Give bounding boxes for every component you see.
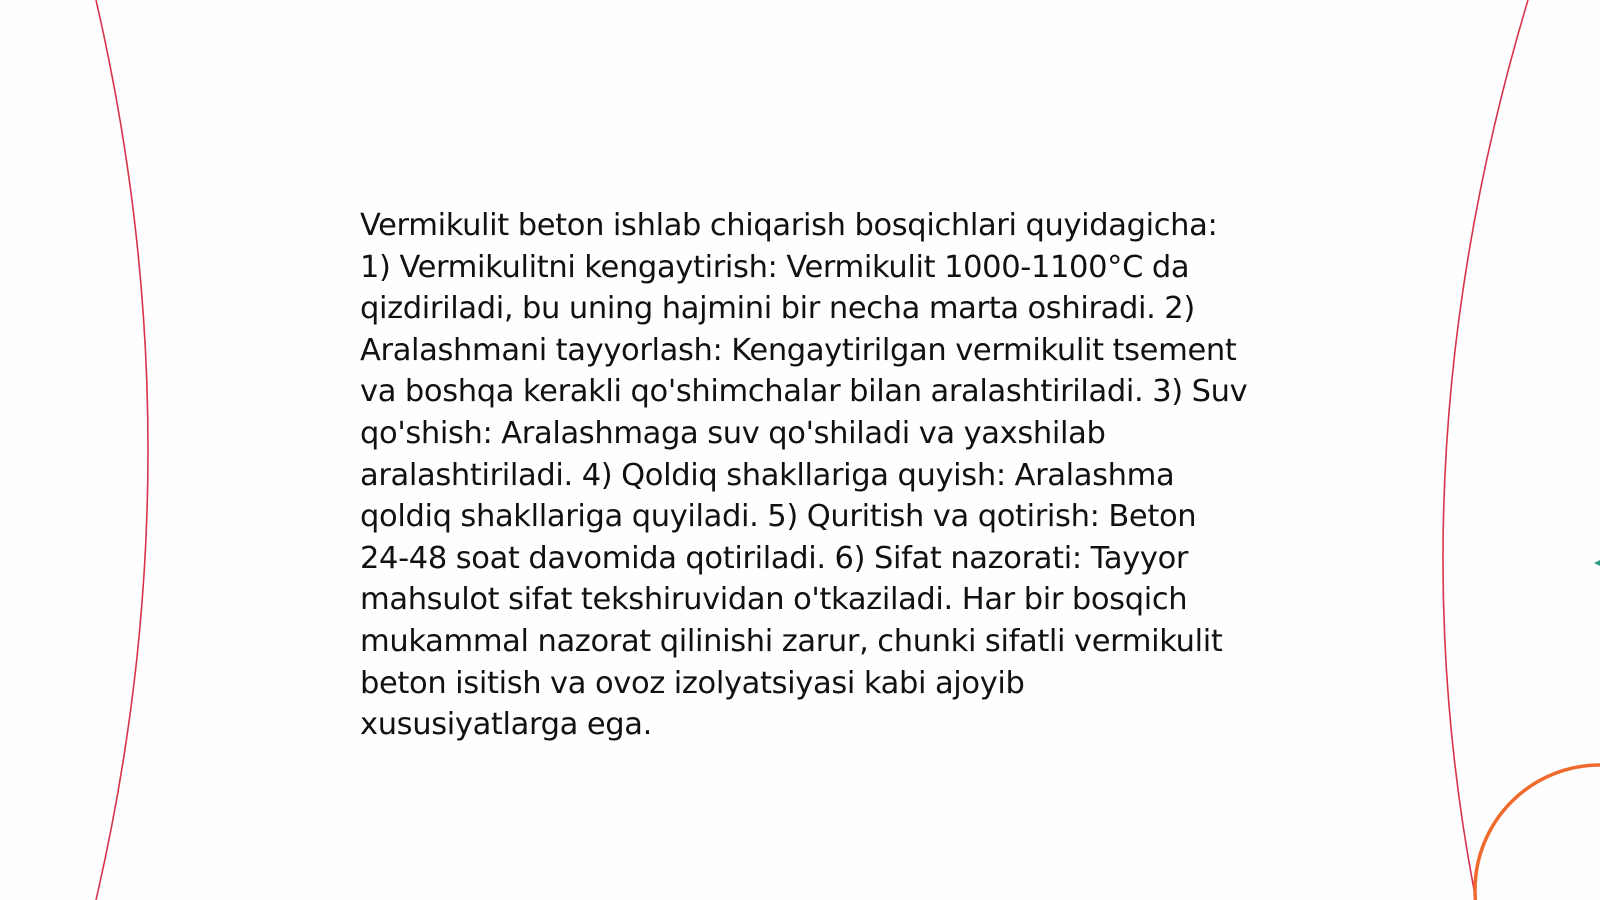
orange-circle-outline	[1475, 765, 1600, 900]
teal-edge-mark	[1594, 560, 1600, 566]
right-arc-line	[1443, 0, 1528, 900]
left-arc-line	[96, 0, 148, 900]
body-paragraph: Vermikulit beton ishlab chiqarish bosqichlari quyidagicha: 1) Vermikulitni kengaytirish: Vermikulit 1000-1100°C da qizdiriladi, bu uning hajmini bir necha marta oshiradi. 2) Aralashmani tayyorlash: Kengaytirilgan vermikulit tsement va boshqa kerakli qo'shimchalar bilan aralashtiriladi. 3) Suv qo'shish: Aralashmaga suv qo'shiladi va yaxshilab aralashtiriladi. 4) Qoldiq shakllariga quyish: Aralashma qoldiq shakllariga quyiladi. 5) Quritish va qotirish: Beton 24-48 soat davomida qotiriladi. 6) Sifat nazorati: Tayyor mahsulot sifat tekshiruvidan o'tkaziladi. Har bir bosqich mukammal nazorat qilinishi zarur, chunki sifatli vermikulit beton isitish va ovoz izolyatsiyasi kabi ajoyib xususiyatlarga ega.	[360, 208, 1248, 743]
